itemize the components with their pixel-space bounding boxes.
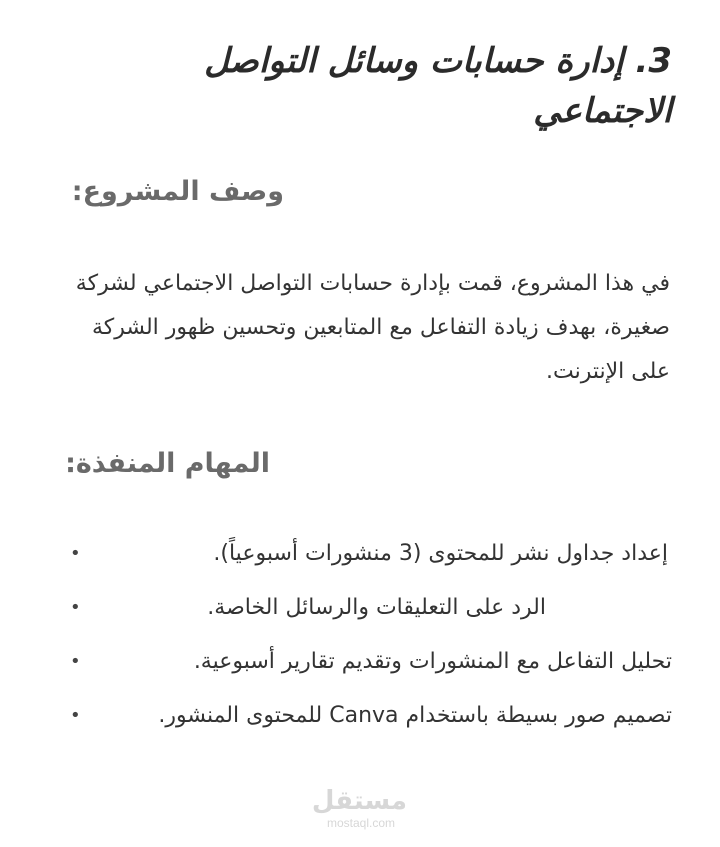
bullet-icon: •	[70, 597, 81, 618]
bullet-icon: •	[70, 705, 81, 726]
list-item-text: تحليل التفاعل مع المنشورات وتقديم تقارير أسبوعية.	[193, 649, 672, 674]
list-item	[70, 586, 672, 630]
list-item	[70, 532, 672, 576]
tasks-list	[70, 532, 672, 748]
tasks-heading: المهام المنفذة:	[65, 448, 270, 479]
list-item-text: الرد على التعليقات والرسائل الخاصة.	[207, 595, 546, 620]
bullet-icon: •	[70, 543, 81, 564]
description-heading: وصف المشروع:	[71, 176, 284, 207]
section-title: 3. إدارة حسابات وسائل التواصل الاجتماعي	[204, 41, 672, 131]
watermark-logo: مستقل	[311, 786, 407, 816]
bullet-icon: •	[70, 651, 81, 672]
list-item	[70, 694, 672, 738]
mostaql-watermark	[311, 786, 407, 830]
description-paragraph: في هذا المشروع، قمت بإدارة حسابات التواصل الاجتماعي لشركة صغيرة، بهدف زيادة التفاعل مع المتابعين وتحسين ظهور الشركة على الإنترنت.	[75, 271, 670, 384]
list-item-text: تصميم صور بسيطة باستخدام Canva للمحتوى المنشور.	[158, 703, 672, 728]
list-item	[70, 640, 672, 684]
watermark-domain: mostaql.com	[326, 816, 396, 830]
list-item-text: إعداد جداول نشر للمحتوى (3 منشورات أسبوعياً).	[213, 541, 668, 566]
